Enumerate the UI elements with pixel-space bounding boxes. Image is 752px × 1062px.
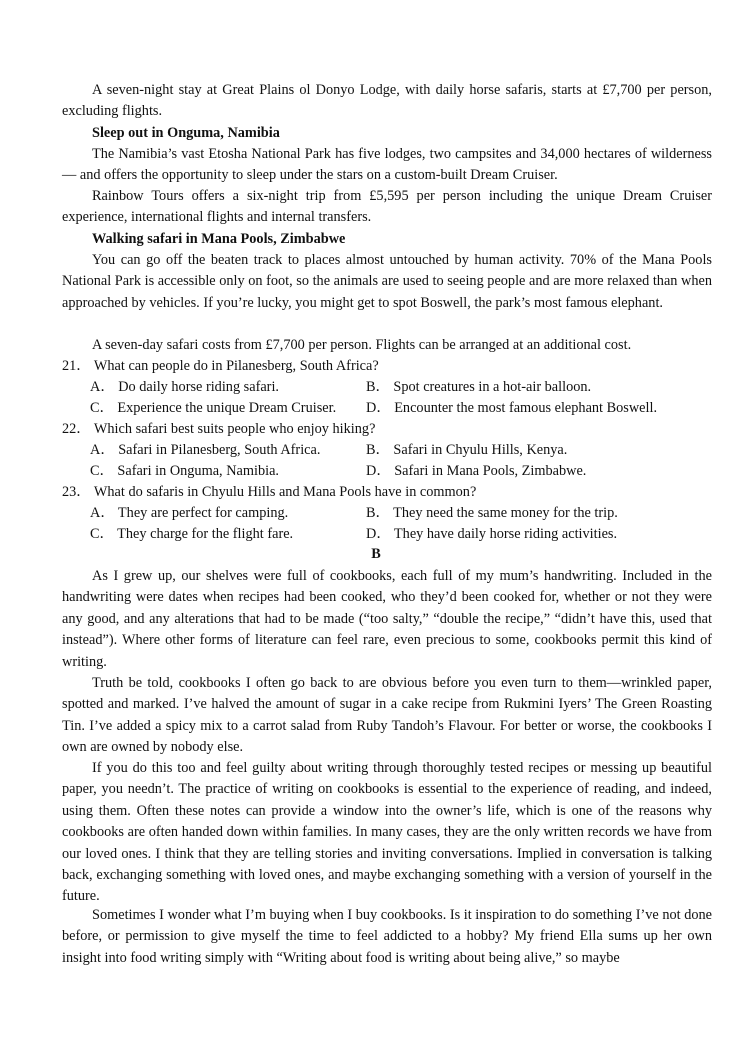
passage-a-paragraph-3: Rainbow Tours offers a six-night trip from £5,595 per person including the unique Dream Cruiser experience, international flights and internal transfers. [62,188,712,226]
question-22-stem: 22． Which safari best suits people who enjoy hiking? [62,421,376,437]
question-23-stem: 23． What do safaris in Chyulu Hills and Mana Pools have in common? [62,484,477,500]
question-22-option-c: C． Safari in Onguma, Namibia. [90,463,280,479]
question-21-option-a: A． Do daily horse riding safari. [90,379,279,395]
passage-a-paragraph-2: The Namibia’s vast Etosha National Park has five lodges, two campsites and 34,000 hectares of wilderness — and offers the opportunity to sleep under the stars on a custom-built Dream Cruiser. [62,146,712,184]
section-heading-mana-pools: Walking safari in Mana Pools, Zimbabwe [92,231,346,247]
passage-a-paragraph-5: A seven-day safari costs from £7,700 per person. Flights can be arranged at an additional cost. [92,337,632,353]
question-21-option-b: B． Spot creatures in a hot-air balloon. [366,379,592,395]
passage-b-paragraph-4: Sometimes I wonder what I’m buying when I buy cookbooks. Is it inspiration to do something I’ve not done before, or permission to give myself the time to feel addicted to a hobby? My friend Ella sums up her own insight into food writing simply with “Writing about food is writing about being alive,” so maybe [62,907,712,966]
passage-a-paragraph-1: A seven-night stay at Great Plains ol Donyo Lodge, with daily horse safaris, starts at £7,700 per person, excluding flights. [62,82,712,120]
question-22-option-d: D． Safari in Mana Pools, Zimbabwe. [366,463,587,479]
passage-b-paragraph-1: As I grew up, our shelves were full of cookbooks, each full of my mum’s handwriting. Included in the handwriting were dates when recipes had been cooked, who they’d been cooked for, whether or not they were any good, and any alterations that had to be made (“too salty,” “double the recipe,” “didn’t have this, used that instead”). Where other forms of literature can feel rare, even precious to some, cookbooks permit this kind of writing. [62,568,712,670]
passage-a-paragraph-4: You can go off the beaten track to places almost untouched by human activity. 70% of the Mana Pools National Park is accessible only on foot, so the animals are used to seeing people and are more relaxed than when approached by vehicles. If you’re lucky, you might get to spot Boswell, the park’s most famous elephant. [62,252,712,311]
question-21-stem: 21． What can people do in Pilanesberg, South Africa? [62,358,379,374]
question-21-option-c: C． Experience the unique Dream Cruiser. [90,400,337,416]
passage-b-paragraph-2: Truth be told, cookbooks I often go back to are obvious before you even turn to them—wrinkled paper, spotted and marked. I’ve halved the amount of sugar in a cake recipe from Rukmini Iyers’ The Green Roasting Tin. I’ve added a spicy mix to a carrot salad from Ruby Tandoh’s Flavour. For better or worse, the cookbooks I own are owned by nobody else. [62,675,712,756]
question-23-option-a: A． They are perfect for camping. [90,505,289,521]
question-22-option-b: B． Safari in Chyulu Hills, Kenya. [366,442,568,458]
question-23-option-b: B． They need the same money for the trip. [366,505,618,521]
question-21-option-d: D． Encounter the most famous elephant Boswell. [366,400,658,416]
section-heading-onguma: Sleep out in Onguma, Namibia [92,125,280,141]
passage-b-paragraph-3: If you do this too and feel guilty about writing through thoroughly tested recipes or messing up beautiful paper, you needn’t. The practice of writing on cookbooks is essential to the experience of reading, and indeed, using them. Often these notes can provide a window into the owner’s life, which is one of the reasons why cookbooks are often handed down within families. In many cases, they are the only written records we have from our loved ones. I think that they are telling stories and inviting conversations. Implied in conversation is talking back, exchanging something with loved ones, and maybe exchanging something with a version of yourself in the future. [62,760,712,905]
question-23-option-c: C． They charge for the flight fare. [90,526,294,542]
section-label-b: B [371,546,381,562]
question-23-option-d: D． They have daily horse riding activities. [366,526,618,542]
question-22-option-a: A． Safari in Pilanesberg, South Africa. [90,442,321,458]
